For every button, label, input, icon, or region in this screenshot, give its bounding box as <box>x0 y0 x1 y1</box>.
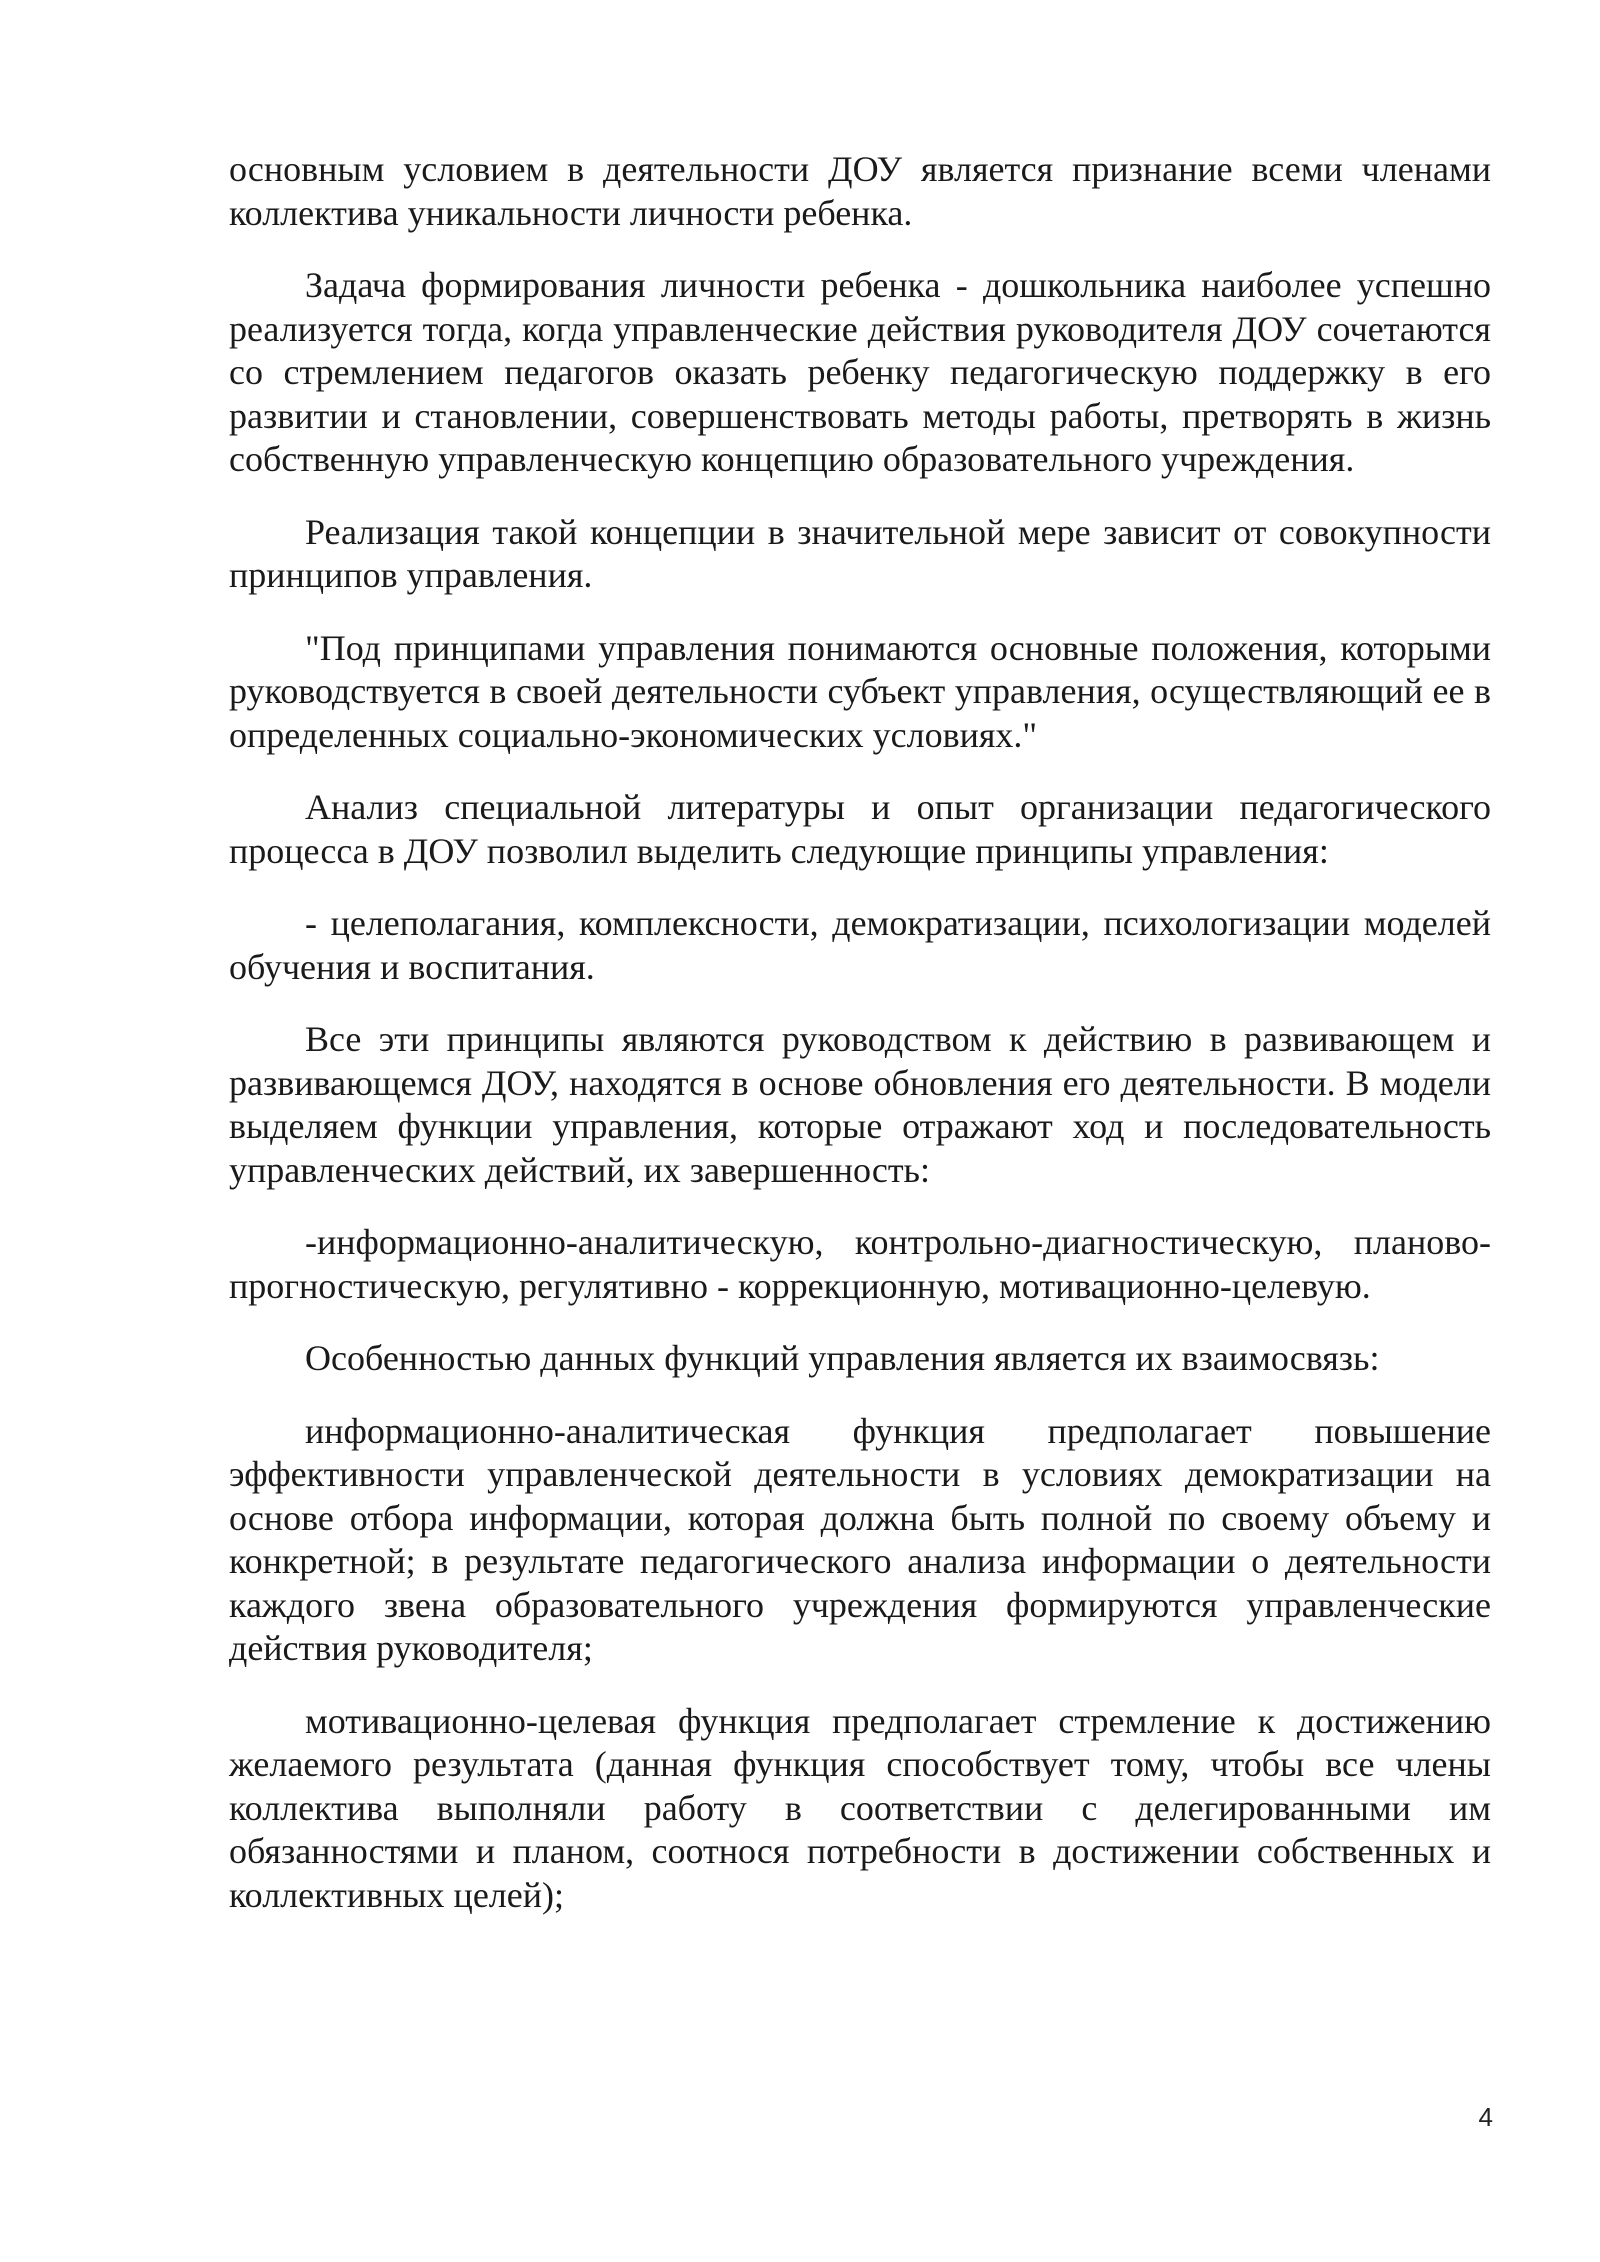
page-number: 4 <box>1478 2102 1493 2132</box>
paragraph-10: информационно-аналитическая функция предполагает повышение эффективности управленческой деятельности в условиях демократизации на основе отбора информации, которая должна быть полной по своему объему и конкретной; в результате педагогического анализа информации о деятельности каждого звена образовательного учреждения формируются управленческие действия руководителя; <box>229 1410 1491 1668</box>
paragraph-2: Задача формирования личности ребенка - дошкольника наиболее успешно реализуется тогда, когда управленческие действия руководителя ДОУ сочетаются со стремлением педагогов оказать ребенку педагогическую поддержку в его развитии и становлении, совершенствовать методы работы, претворять в жизнь собственную управленческую концепцию образовательного учреждения. <box>229 265 1491 479</box>
paragraph-1: основным условием в деятельности ДОУ является признание всеми членами коллектива уникальности личности ребенка. <box>229 149 1491 233</box>
page-body <box>229 148 1491 1946</box>
paragraph-7: Все эти принципы являются руководством к действию в развивающем и развивающемся ДОУ, находятся в основе обновления его деятельности. В модели выделяем функции управления, которые отражают ход и последовательность управленческих действий, их завершенность: <box>229 1019 1491 1190</box>
paragraph-5: Анализ специальной литературы и опыт организации педагогического процесса в ДОУ позволил выделить следующие принципы управления: <box>229 787 1491 871</box>
paragraph-11: мотивационно-целевая функция предполагает стремление к достижению желаемого результата (данная функция способствует тому, чтобы все члены коллектива выполняли работу в соответствии с делегированными им обязанностями и планом, соотнося потребности в достижении собственных и коллективных целей); <box>229 1700 1491 1915</box>
paragraph-3: Реализация такой концепции в значительной мере зависит от совокупности принципов управления. <box>229 511 1491 595</box>
paragraph-8: -информационно-аналитическую, контрольно-диагностическую, планово-прогностическую, регулятивно - коррекционную, мотивационно-целевую. <box>229 1222 1491 1306</box>
paragraph-9: Особенностью данных функций управления является их взаимосвязь: <box>305 1338 1380 1378</box>
paragraph-4: "Под принципами управления понимаются основные положения, которыми руководствуется в своей деятельности субъект управления, осуществляющий ее в определенных социально-экономических условиях." <box>229 627 1491 755</box>
paragraph-6: - целеполагания, комплексности, демократизации, психологизации моделей обучения и воспитания. <box>229 903 1491 987</box>
